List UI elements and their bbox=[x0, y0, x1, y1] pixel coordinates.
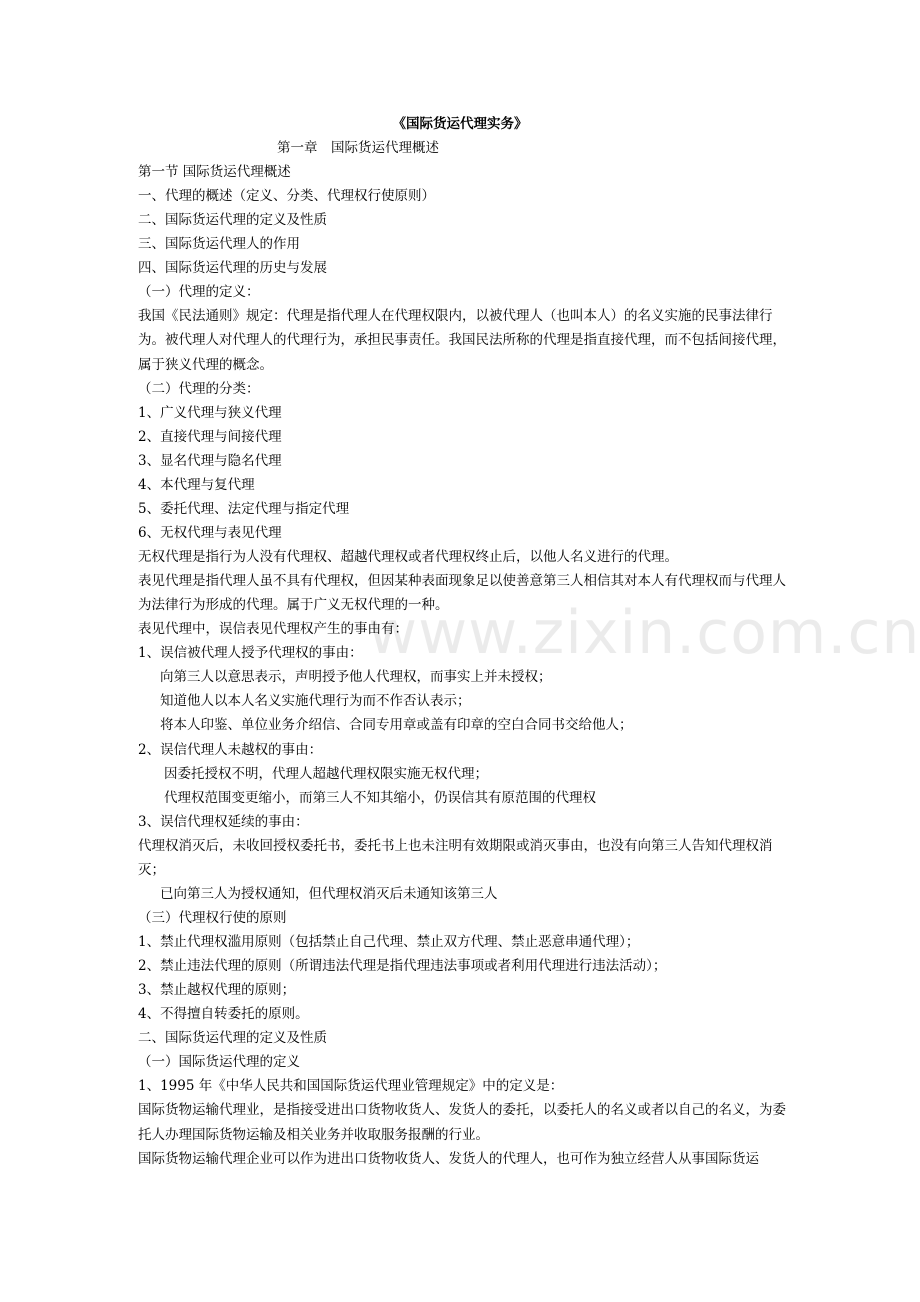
list-item: 3、禁止越权代理的原则； bbox=[138, 982, 296, 999]
list-item: 4、本代理与复代理 bbox=[138, 476, 255, 493]
sub-list-item: 因委托授权不明，代理人超越代理权限实施无权代理； bbox=[164, 765, 488, 782]
paragraph: 我国《民法通则》规定：代理是指代理人在代理权限内，以被代理人（也叫本人）的名义实施的民事法律行为。被代理人对代理人的代理行为，承担民事责任。我国民法所称的代理是指直接代理，而不包括间接代理，属于狭义代理的概念。 bbox=[138, 308, 786, 373]
sub-list-item: 向第三人以意思表示，声明授予他人代理权，而事实上并未授权； bbox=[160, 669, 552, 686]
list-item: 1、禁止代理权滥用原则（包括禁止自己代理、禁止双方代理、禁止恶意串通代理）； bbox=[138, 934, 640, 950]
paragraph: 国际货物运输代理业，是指接受进出口货物收货人、发货人的委托，以委托人的名义或者以自己的名义，为委托人办理国际货物运输及相关业务并收取服务报酬的行业。 bbox=[138, 1102, 786, 1143]
list-item: 2、直接代理与间接代理 bbox=[138, 428, 282, 445]
sub-list-item: 知道他人以本人名义实施代理行为而不作否认表示； bbox=[160, 693, 471, 710]
subsection-heading: （一）国际货运代理的定义 bbox=[138, 1054, 300, 1071]
section-heading: 第一节 国际货运代理概述 bbox=[138, 164, 291, 180]
outline-item: 一、代理的概述（定义、分类、代理权行使原则） bbox=[138, 188, 435, 205]
list-item: 3、误信代理权延续的事由： bbox=[138, 813, 309, 830]
paragraph: 表见代理是指代理人虽不具有代理权，但因某种表面现象足以使善意第三人相信其对本人有代理权而与代理人为法律行为形成的代理。属于广义无权代理的一种。 bbox=[138, 573, 786, 614]
list-item: 1、误信被代理人授予代理权的事由： bbox=[138, 645, 363, 662]
paragraph: 表见代理中，误信表见代理权产生的事由有： bbox=[138, 621, 408, 638]
list-item: 2、禁止违法代理的原则（所谓违法代理是指代理违法事项或者利用代理进行违法活动）； bbox=[138, 958, 667, 975]
document-body bbox=[138, 160, 790, 1171]
list-item: 1、广义代理与狭义代理 bbox=[138, 404, 282, 421]
chapter-heading: 第一章 国际货运代理概述 bbox=[277, 140, 439, 156]
outline-item: 四、国际货运代理的历史与发展 bbox=[138, 260, 327, 277]
sub-list-item: 将本人印鉴、单位业务介绍信、合同专用章或盖有印章的空白合同书交给他人； bbox=[160, 717, 633, 734]
paragraph: 无权代理是指行为人没有代理权、超越代理权或者代理权终止后，以他人名义进行的代理。 bbox=[138, 549, 678, 565]
sub-list-item: 代理权消灭后，未收回授权委托书，委托书上也未注明有效期限或消灭事由，也没有向第三人告知代理权消灭； bbox=[138, 837, 773, 878]
document-title: 《国际货运代理实务》 bbox=[392, 116, 528, 132]
sub-list-item: 代理权范围变更缩小，而第三人不知其缩小，仍误信其有原范围的代理权 bbox=[164, 789, 596, 806]
watermark: www.zixin.com.cn bbox=[368, 598, 920, 668]
subsection-heading: （三）代理权行使的原则 bbox=[138, 909, 287, 926]
list-item: 5、委托代理、法定代理与指定代理 bbox=[138, 500, 350, 517]
list-item: 6、无权代理与表见代理 bbox=[138, 524, 282, 541]
subsection-heading: （二）代理的分类： bbox=[138, 380, 260, 397]
list-item: 4、不得擅自转委托的原则。 bbox=[138, 1006, 309, 1023]
outline-item: 三、国际货运代理人的作用 bbox=[138, 236, 300, 253]
paragraph: 国际货物运输代理企业可以作为进出口货物收货人、发货人的代理人，也可作为独立经营人从事国际货运 bbox=[138, 1150, 759, 1167]
subsection-heading: （一）代理的定义： bbox=[138, 284, 260, 301]
list-item: 2、误信代理人未越权的事由： bbox=[138, 741, 323, 758]
outline-item: 二、国际货运代理的定义及性质 bbox=[138, 1030, 327, 1047]
list-item: 1、1995 年《中华人民共和国国际货运代理业管理规定》中的定义是： bbox=[138, 1078, 564, 1095]
outline-item: 二、国际货运代理的定义及性质 bbox=[138, 212, 327, 229]
sub-list-item: 已向第三人为授权通知，但代理权消灭后未通知该第三人 bbox=[160, 885, 498, 902]
list-item: 3、显名代理与隐名代理 bbox=[138, 452, 282, 469]
